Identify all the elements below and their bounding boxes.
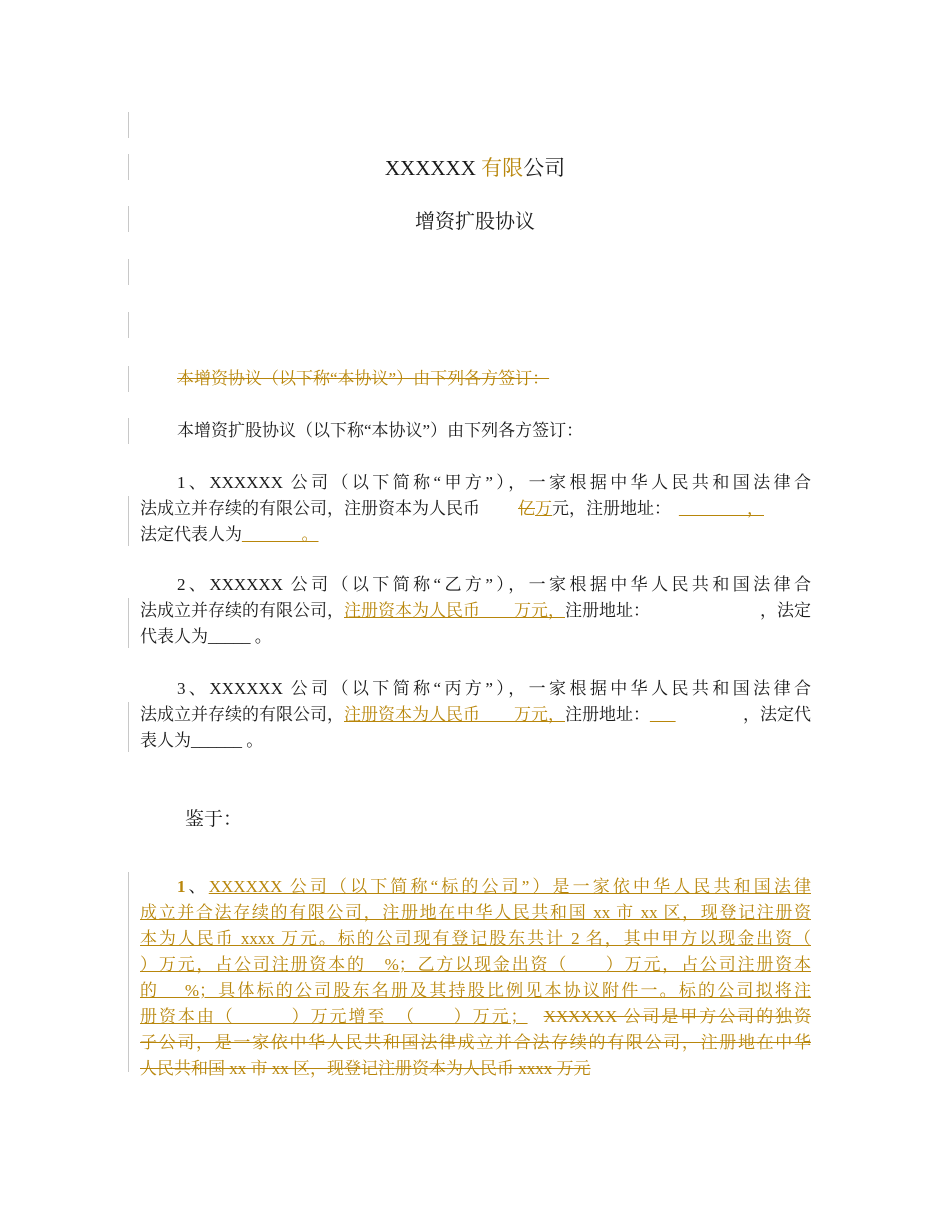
inserted-text: ________， <box>679 499 764 518</box>
party1-line2 <box>140 496 764 522</box>
company-title <box>0 152 950 182</box>
change-bar <box>128 496 129 546</box>
party2-line3: 代表人为_____ 。 <box>140 627 272 646</box>
party2-line2 <box>140 598 811 624</box>
whereas-heading: 鉴于： <box>185 808 243 830</box>
party3-text: ，法定代 <box>743 705 811 724</box>
whereas-line6 <box>140 1004 811 1030</box>
change-bar <box>128 312 129 338</box>
deleted-text: XXXXXX 公司是甲方公司的独资 <box>543 1007 811 1026</box>
deleted-text: 亿 <box>518 499 535 518</box>
company-suffix: 公司 <box>523 156 566 180</box>
party1-text: 元，注册地址： <box>552 499 671 518</box>
inserted-text: 万 <box>535 499 552 518</box>
intro-text: 本增资扩股协议（以下称“本协议”）由下列各方签订： <box>177 421 584 440</box>
party2-text: 注册地址： <box>565 601 650 620</box>
deleted-intro: 本增资协议（以下称“本协议”）由下列各方签订： <box>177 369 550 388</box>
change-bar <box>128 259 129 285</box>
change-bar <box>128 366 129 392</box>
inserted-text: 注册资本为人民币 万元， <box>344 601 565 620</box>
party3-text: 法成立并存续的有限公司， <box>140 705 344 724</box>
whereas-line5: 的 %；具体标的公司股东名册及其持股比例见本协议附件一。标的公司拟将注 <box>140 981 811 1000</box>
party3-line3: 表人为______ 。 <box>140 731 264 750</box>
whereas-line7: 子公司，是一家依中华人民共和国法律成立并合法存续的有限公司，注册地在中华 <box>140 1033 811 1052</box>
whereas-line2: 成立并合法存续的有限公司，注册地在中华人民共和国 xx 市 xx 区，现登记注册资 <box>140 903 811 922</box>
change-bar <box>128 418 129 444</box>
clause-number: 1 <box>177 877 186 896</box>
party1-text: 法定代表人为 <box>140 525 242 544</box>
whereas-line3: 本为人民币 xxxx 万元。标的公司现有登记股东共计 2 名，其中甲方以现金出资（ <box>140 929 811 948</box>
party2-line1: 2、XXXXXX 公司（以下简称“乙方”），一家根据中华人民共和国法律合 <box>177 575 811 594</box>
party1-line3 <box>140 522 319 548</box>
change-bar <box>128 702 129 752</box>
whereas-line1 <box>177 874 811 900</box>
party3-line1: 3、XXXXXX 公司（以下简称“丙方”），一家根据中华人民共和国法律合 <box>177 679 811 698</box>
whereas-line4: ）万元，占公司注册资本的 %；乙方以现金出资（ ）万元，占公司注册资本 <box>140 955 811 974</box>
inserted-text: ___ <box>650 705 676 724</box>
change-bar <box>128 598 129 648</box>
party1-line1: 1、XXXXXX 公司（以下简称“甲方”），一家根据中华人民共和国法律合 <box>177 473 811 492</box>
party2-text: 法成立并存续的有限公司， <box>140 601 344 620</box>
party2-text: ，法定 <box>760 601 811 620</box>
inserted-text: 有限 <box>481 156 524 180</box>
party1-text: 法成立并存续的有限公司，注册资本为人民币 <box>140 499 480 518</box>
clause-separator: 、 <box>185 877 209 896</box>
company-prefix: XXXXXX <box>384 156 482 180</box>
document-title: 增资扩股协议 <box>415 209 535 233</box>
party3-text: 注册地址： <box>565 705 650 724</box>
change-bar <box>128 872 129 1072</box>
change-bar <box>128 112 129 138</box>
inserted-text: 册资本由（ ）万元增至 （ ）万元； <box>140 1007 528 1026</box>
inserted-text: XXXXXX 公司（以下简称“标的公司”）是一家依中华人民共和国法律 <box>208 877 811 896</box>
party3-line2 <box>140 702 811 728</box>
inserted-text: _______。 <box>242 525 319 544</box>
inserted-text: 注册资本为人民币 万元， <box>344 705 565 724</box>
whereas-line8: 人民共和国 xx 市 xx 区，现登记注册资本为人民币 xxxx 万元 <box>140 1059 591 1078</box>
